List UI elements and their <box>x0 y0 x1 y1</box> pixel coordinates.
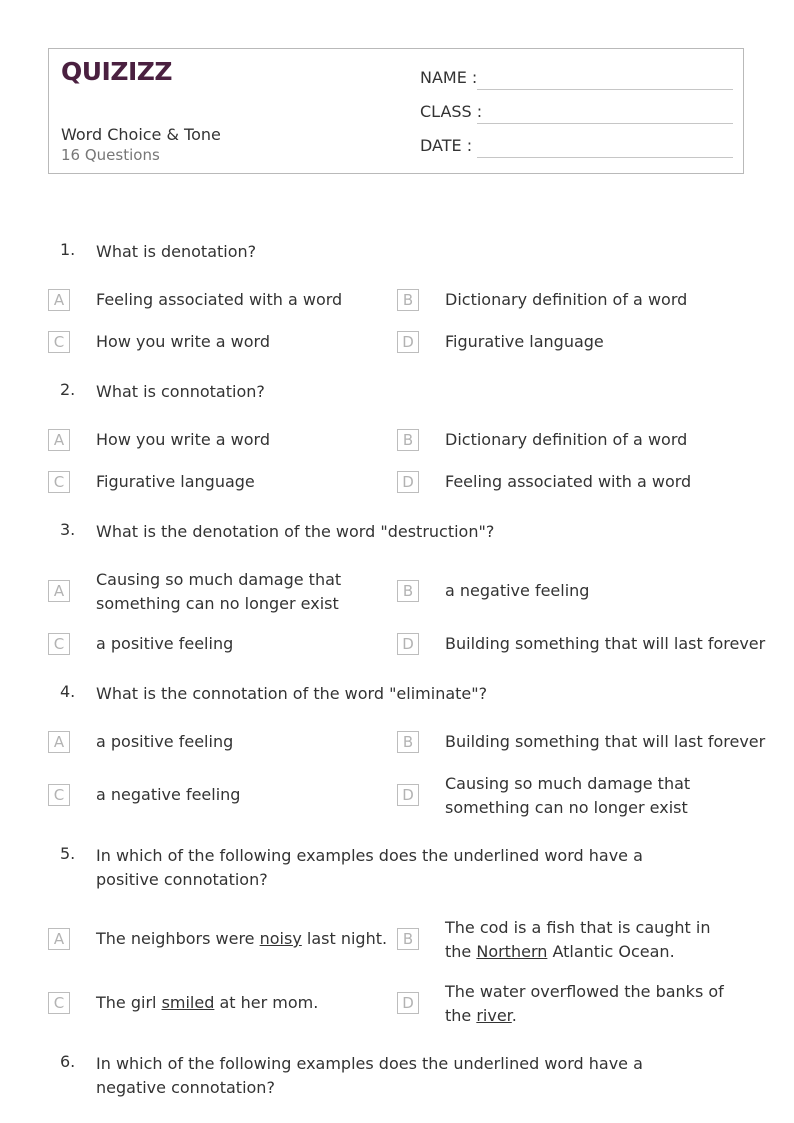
question-number: 5. <box>60 844 76 863</box>
quizizz-logo: QUIZIZZ <box>61 57 173 86</box>
option-letter-box[interactable]: B <box>397 580 419 602</box>
option-text: The water overflowed the banks of the river. <box>445 982 724 1025</box>
option-letter-box[interactable]: D <box>397 471 419 493</box>
question-count: 16 Questions <box>61 146 160 164</box>
question-text: What is denotation? <box>96 242 257 261</box>
option-letter-box[interactable]: B <box>397 928 419 950</box>
option-letter-box[interactable]: C <box>48 633 70 655</box>
option-text: Building something that will last forever <box>445 732 766 751</box>
option-letter-box[interactable]: D <box>397 331 419 353</box>
underlined-word: noisy <box>259 929 302 948</box>
option-text: The neighbors were noisy last night. <box>96 929 388 948</box>
option-letter-box[interactable]: B <box>397 289 419 311</box>
option-letter-box[interactable]: A <box>48 580 70 602</box>
option-text: Causing so much damage that something can no longer exist <box>96 570 342 613</box>
option-text: Figurative language <box>96 472 255 491</box>
option-letter-box[interactable]: D <box>397 992 419 1014</box>
option-text: Building something that will last forever <box>445 634 766 653</box>
option-letter-box[interactable]: D <box>397 784 419 806</box>
option-text: The cod is a fish that is caught in the Northern Atlantic Ocean. <box>445 918 711 961</box>
question-number: 3. <box>60 520 76 539</box>
option-text: The girl smiled at her mom. <box>96 993 319 1012</box>
question-text: What is the connotation of the word "eliminate"? <box>96 684 488 703</box>
question-text: In which of the following examples does the underlined word have a negative connotation? <box>96 1054 643 1097</box>
option-letter-box[interactable]: C <box>48 331 70 353</box>
option-letter-box[interactable]: A <box>48 731 70 753</box>
question-number: 1. <box>60 240 76 259</box>
underlined-word: Northern <box>476 942 548 961</box>
option-letter-box[interactable]: C <box>48 992 70 1014</box>
option-letter-box[interactable]: A <box>48 928 70 950</box>
option-text: Dictionary definition of a word <box>445 430 688 449</box>
class-label: CLASS : <box>420 102 483 121</box>
date-line[interactable] <box>477 157 733 158</box>
option-letter-box[interactable]: A <box>48 429 70 451</box>
worksheet-header <box>48 48 744 174</box>
name-line[interactable] <box>477 89 733 90</box>
option-letter-box[interactable]: B <box>397 429 419 451</box>
option-text: a positive feeling <box>96 732 234 751</box>
option-text: Figurative language <box>445 332 604 351</box>
question-text: What is connotation? <box>96 382 265 401</box>
option-letter-box[interactable]: C <box>48 784 70 806</box>
name-label: NAME : <box>420 68 478 87</box>
worksheet-title: Word Choice & Tone <box>61 125 221 144</box>
underlined-word: river <box>476 1006 512 1025</box>
option-text: a negative feeling <box>96 785 241 804</box>
option-text: How you write a word <box>96 332 271 351</box>
question-text: In which of the following examples does the underlined word have a positive connotation? <box>96 846 643 889</box>
question-number: 2. <box>60 380 76 399</box>
option-letter-box[interactable]: C <box>48 471 70 493</box>
option-text: a positive feeling <box>96 634 234 653</box>
option-text: Feeling associated with a word <box>96 290 343 309</box>
date-label: DATE : <box>420 136 473 155</box>
option-text: Feeling associated with a word <box>445 472 692 491</box>
underlined-word: smiled <box>161 993 215 1012</box>
class-field[interactable] <box>420 102 733 126</box>
question-number: 6. <box>60 1052 76 1071</box>
date-field[interactable] <box>420 136 733 160</box>
name-field[interactable] <box>420 68 733 92</box>
option-text: Causing so much damage that something can no longer exist <box>445 774 691 817</box>
option-letter-box[interactable]: D <box>397 633 419 655</box>
class-line[interactable] <box>477 123 733 124</box>
option-text: a negative feeling <box>445 581 590 600</box>
option-text: Dictionary definition of a word <box>445 290 688 309</box>
option-text: How you write a word <box>96 430 271 449</box>
question-text: What is the denotation of the word "destruction"? <box>96 522 495 541</box>
option-letter-box[interactable]: A <box>48 289 70 311</box>
question-number: 4. <box>60 682 76 701</box>
option-letter-box[interactable]: B <box>397 731 419 753</box>
